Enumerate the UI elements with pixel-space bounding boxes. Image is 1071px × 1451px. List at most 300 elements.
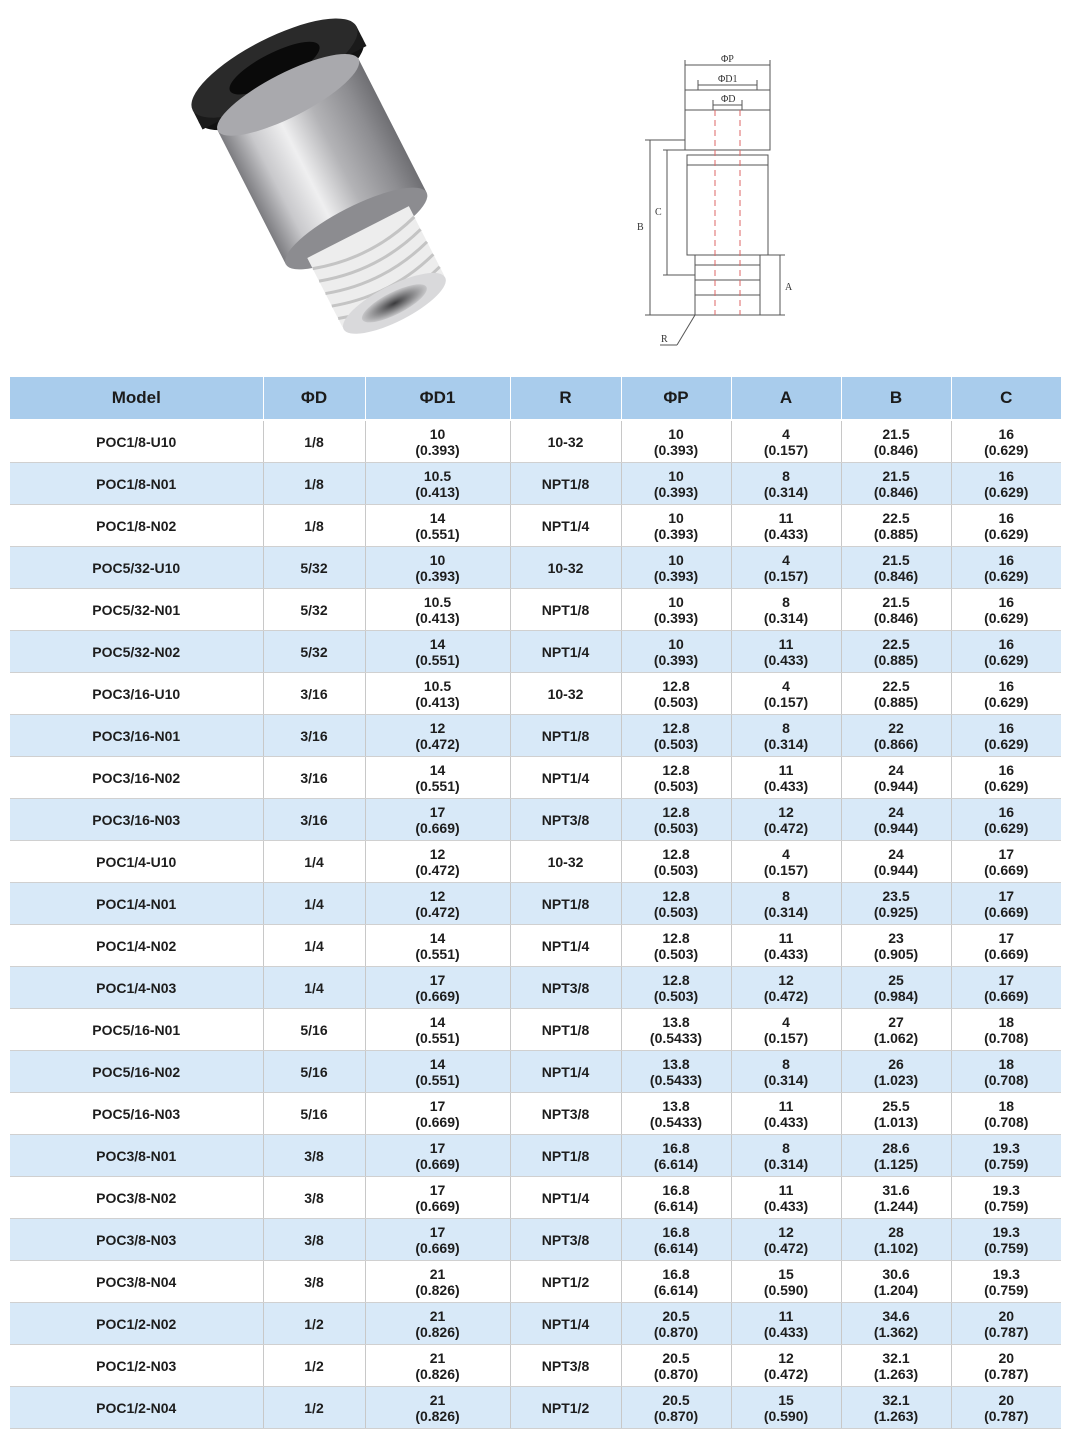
cell-b-inch: (0.885) [873,525,919,542]
cell-a-value: 15 [778,1265,794,1282]
table-body [10,420,1061,1429]
cell-r: NPT1/4 [510,1177,621,1219]
cell-phi-p-value: 12.8 [662,719,690,736]
cell-c [951,1387,1061,1429]
cell-phi-d1 [365,1135,510,1177]
table-row [10,883,1061,925]
cell-a [731,1051,841,1093]
cell-phi-p-inch: (0.393) [653,609,699,626]
cell-phi-p [621,1261,731,1303]
cell-b [841,547,951,589]
cell-phi-d1-inch: (0.551) [415,777,460,794]
cell-b-value: 27 [888,1013,904,1030]
cell-c-inch: (0.629) [984,693,1029,710]
cell-phi-d1-inch: (0.413) [415,483,460,500]
cell-a-value: 8 [782,1055,790,1072]
cell-c-inch: (0.759) [984,1281,1029,1298]
cell-phi-d: 3/16 [263,799,365,841]
cell-c [951,757,1061,799]
cell-phi-d: 1/8 [263,505,365,547]
cell-phi-d1-value: 10 [429,551,446,568]
cell-phi-d: 5/32 [263,547,365,589]
cell-b [841,1219,951,1261]
cell-a-inch: (0.472) [763,1239,809,1256]
cell-c-inch: (0.629) [984,819,1029,836]
table-row [10,1387,1061,1429]
cell-a [731,841,841,883]
cell-phi-p-value: 10 [668,635,684,652]
cell-c [951,841,1061,883]
cell-a-value: 11 [778,1181,794,1198]
cell-c-inch: (0.759) [984,1197,1029,1214]
cell-c [951,463,1061,505]
cell-a-inch: (0.157) [763,1029,809,1046]
cell-phi-d1 [365,883,510,925]
cell-phi-p [621,967,731,1009]
cell-b-inch: (0.944) [873,777,919,794]
cell-r: 10-32 [510,547,621,589]
label-a: A [785,282,793,293]
cell-phi-p-value: 13.8 [662,1055,690,1072]
cell-b-value: 21.5 [882,551,910,568]
cell-phi-d1 [365,1261,510,1303]
table-row [10,1303,1061,1345]
cell-phi-d1 [365,967,510,1009]
cell-r: NPT3/8 [510,1093,621,1135]
cell-phi-p [621,841,731,883]
cell-phi-p-inch: (0.503) [653,903,699,920]
cell-phi-p-inch: (0.870) [653,1323,699,1340]
cell-c-inch: (0.787) [984,1365,1029,1382]
cell-c-value: 16 [998,425,1015,442]
cell-phi-p-value: 12.8 [662,761,690,778]
cell-a-value: 8 [782,593,790,610]
cell-phi-d1-value: 21 [429,1265,446,1282]
cell-phi-d1-inch: (0.472) [415,861,460,878]
cell-phi-d1-inch: (0.826) [415,1323,460,1340]
cell-r: NPT1/4 [510,1051,621,1093]
cell-b [841,1345,951,1387]
cell-b [841,1093,951,1135]
cell-b-value: 24 [888,845,904,862]
cell-a-value: 11 [778,1097,794,1114]
cell-phi-d: 1/2 [263,1303,365,1345]
cell-b [841,1303,951,1345]
cell-c-inch: (0.669) [984,903,1029,920]
cell-phi-p-value: 16.8 [662,1139,690,1156]
cell-model: POC3/8-N01 [10,1135,263,1177]
cell-phi-d1-inch: (0.551) [415,945,460,962]
cell-a [731,1219,841,1261]
cell-model: POC5/32-N02 [10,631,263,673]
cell-a-inch: (0.433) [763,525,809,542]
label-phi-p: ΦP [721,54,734,65]
cell-phi-p-inch: (0.503) [653,987,699,1004]
cell-phi-d1 [365,463,510,505]
cell-c-value: 16 [998,761,1015,778]
cell-phi-p-inch: (0.5433) [649,1113,703,1130]
cell-a-value: 11 [778,1307,794,1324]
cell-phi-d1-value: 10.5 [423,677,452,694]
cell-c [951,420,1061,463]
header-phi-d: ΦD [263,377,365,420]
cell-c-value: 16 [998,593,1015,610]
cell-c-value: 16 [998,467,1015,484]
cell-b-value: 25 [888,971,904,988]
cell-phi-d1-inch: (0.669) [415,987,460,1004]
cell-a-value: 11 [778,929,794,946]
cell-b [841,1009,951,1051]
cell-b-value: 22.5 [882,509,910,526]
table-row [10,589,1061,631]
cell-phi-p [621,799,731,841]
cell-model: POC3/16-N03 [10,799,263,841]
cell-b-inch: (1.023) [873,1071,919,1088]
cell-a [731,1177,841,1219]
cell-phi-p [621,715,731,757]
cell-phi-p-inch: (0.5433) [649,1029,703,1046]
cell-b-value: 23 [888,929,904,946]
cell-b-inch: (0.925) [873,903,919,920]
cell-phi-d1-value: 12 [429,719,446,736]
cell-phi-d1-value: 14 [429,929,446,946]
table-row [10,967,1061,1009]
cell-b-value: 28.6 [882,1139,910,1156]
cell-c-inch: (0.629) [984,735,1029,752]
cell-b [841,1261,951,1303]
cell-phi-p-value: 12.8 [662,887,690,904]
table-row [10,925,1061,967]
cell-phi-d1 [365,841,510,883]
cell-phi-d1 [365,1345,510,1387]
cell-phi-d: 3/16 [263,673,365,715]
cell-model: POC1/2-N02 [10,1303,263,1345]
table-row [10,547,1061,589]
cell-r: NPT1/8 [510,715,621,757]
cell-a-inch: (0.433) [763,1113,809,1130]
cell-b-inch: (0.846) [873,483,919,500]
cell-model: POC3/16-N01 [10,715,263,757]
cell-phi-p-value: 12.8 [662,971,690,988]
cell-phi-d: 3/8 [263,1219,365,1261]
cell-c-value: 20 [998,1391,1015,1408]
cell-a [731,420,841,463]
cell-phi-d1-inch: (0.669) [415,1155,460,1172]
cell-phi-p [621,883,731,925]
cell-a-inch: (0.590) [763,1407,809,1424]
table-row [10,420,1061,463]
cell-phi-p-value: 12.8 [662,677,690,694]
cell-a-inch: (0.314) [763,735,809,752]
cell-phi-d: 3/8 [263,1135,365,1177]
cell-phi-p-value: 10 [668,509,684,526]
cell-a-inch: (0.433) [763,1197,809,1214]
cell-c [951,505,1061,547]
cell-phi-p [621,1387,731,1429]
cell-phi-p-inch: (6.614) [653,1197,699,1214]
cell-r: 10-32 [510,673,621,715]
cell-c-inch: (0.708) [984,1113,1029,1130]
cell-phi-d: 1/8 [263,420,365,463]
table-row [10,631,1061,673]
cell-c [951,1303,1061,1345]
cell-b [841,883,951,925]
cell-phi-d: 1/4 [263,925,365,967]
cell-c [951,715,1061,757]
table-row [10,1093,1061,1135]
cell-phi-p-inch: (0.870) [653,1407,699,1424]
cell-r: NPT3/8 [510,799,621,841]
cell-phi-d1-inch: (0.472) [415,735,460,752]
cell-phi-d1-inch: (0.393) [415,567,460,584]
cell-model: POC1/4-N02 [10,925,263,967]
cell-c [951,631,1061,673]
cell-phi-d1-inch: (0.669) [415,1113,460,1130]
label-r: R [661,334,668,345]
cell-phi-p [621,1177,731,1219]
cell-b-value: 25.5 [882,1097,910,1114]
table-row [10,1051,1061,1093]
cell-a-inch: (0.157) [763,567,809,584]
cell-b [841,967,951,1009]
cell-c [951,967,1061,1009]
cell-phi-d: 5/32 [263,589,365,631]
cell-b-value: 21.5 [882,593,910,610]
cell-r: NPT1/4 [510,505,621,547]
cell-b [841,925,951,967]
cell-phi-d1-value: 10.5 [423,593,452,610]
table-row [10,1261,1061,1303]
cell-r: NPT1/8 [510,463,621,505]
cell-a-value: 4 [782,1013,790,1030]
cell-model: POC5/32-U10 [10,547,263,589]
cell-phi-d1 [365,715,510,757]
cell-c [951,799,1061,841]
cell-r: NPT1/4 [510,631,621,673]
cell-phi-d1 [365,757,510,799]
cell-a-value: 12 [778,803,794,820]
table-row [10,1345,1061,1387]
cell-a [731,1303,841,1345]
cell-phi-d1-value: 17 [429,1181,446,1198]
cell-b [841,799,951,841]
cell-phi-p-value: 20.5 [662,1349,690,1366]
cell-phi-p-value: 10 [668,551,684,568]
cell-c-inch: (0.759) [984,1155,1029,1172]
cell-c-value: 18 [998,1055,1015,1072]
cell-c-inch: (0.787) [984,1407,1029,1424]
table-row [10,1135,1061,1177]
cell-phi-d1-inch: (0.551) [415,1029,460,1046]
cell-c [951,883,1061,925]
cell-c-inch: (0.669) [984,987,1029,1004]
table-row [10,673,1061,715]
cell-phi-p-value: 20.5 [662,1391,690,1408]
cell-a-inch: (0.157) [763,861,809,878]
cell-a [731,1345,841,1387]
cell-b-inch: (0.944) [873,819,919,836]
cell-phi-p [621,1093,731,1135]
cell-r: NPT1/4 [510,757,621,799]
cell-model: POC5/16-N02 [10,1051,263,1093]
cell-c-inch: (0.669) [984,861,1029,878]
cell-c-inch: (0.629) [984,483,1029,500]
cell-b [841,420,951,463]
cell-phi-p-value: 10 [668,425,684,442]
cell-a-inch: (0.433) [763,1323,809,1340]
cell-b [841,715,951,757]
cell-b-inch: (1.204) [873,1281,919,1298]
cell-model: POC5/16-N03 [10,1093,263,1135]
cell-c-value: 16 [998,635,1015,652]
cell-r: NPT1/8 [510,1135,621,1177]
cell-phi-d: 5/32 [263,631,365,673]
dimension-drawing [625,50,795,355]
cell-c-value: 20 [998,1307,1015,1324]
table-row [10,1177,1061,1219]
cell-phi-d1 [365,547,510,589]
cell-b-value: 22 [888,719,904,736]
cell-c-value: 18 [998,1013,1015,1030]
cell-a-inch: (0.157) [763,693,809,710]
cell-r: 10-32 [510,841,621,883]
cell-model: POC1/4-N03 [10,967,263,1009]
cell-phi-p [621,547,731,589]
cell-phi-d1 [365,673,510,715]
cell-phi-d1-inch: (0.826) [415,1365,460,1382]
cell-b-value: 31.6 [882,1181,910,1198]
cell-phi-d1-value: 14 [429,1055,446,1072]
cell-r: 10-32 [510,420,621,463]
cell-model: POC3/16-U10 [10,673,263,715]
cell-phi-d: 5/16 [263,1009,365,1051]
header-model: Model [10,377,263,420]
cell-phi-d1-inch: (0.826) [415,1281,460,1298]
label-phi-d1: ΦD1 [718,74,738,85]
cell-b-value: 22.5 [882,677,910,694]
cell-phi-d: 1/4 [263,841,365,883]
cell-phi-d1-inch: (0.551) [415,525,460,542]
cell-phi-d1-value: 12 [429,887,446,904]
cell-phi-d: 3/16 [263,757,365,799]
cell-a-value: 4 [782,551,790,568]
cell-model: POC3/16-N02 [10,757,263,799]
header-a: A [731,377,841,420]
cell-phi-p-value: 12.8 [662,929,690,946]
cell-c [951,1051,1061,1093]
cell-a [731,1135,841,1177]
cell-c-value: 17 [998,929,1015,946]
cell-r: NPT3/8 [510,1219,621,1261]
cell-phi-p [621,589,731,631]
cell-a-inch: (0.314) [763,1071,809,1088]
cell-a-value: 8 [782,467,790,484]
cell-a-value: 8 [782,719,790,736]
cell-b-inch: (0.866) [873,735,919,752]
cell-c-value: 16 [998,719,1015,736]
cell-model: POC3/8-N03 [10,1219,263,1261]
cell-c-value: 19.3 [992,1265,1020,1282]
cell-phi-p [621,631,731,673]
cell-c [951,1093,1061,1135]
cell-b [841,1135,951,1177]
cell-phi-p [621,420,731,463]
cell-a-value: 8 [782,1139,790,1156]
header-phi-p: ΦP [621,377,731,420]
cell-phi-d1-value: 14 [429,761,446,778]
cell-phi-p-inch: (0.393) [653,651,699,668]
cell-c [951,1219,1061,1261]
cell-a-value: 12 [778,1223,794,1240]
cell-b-inch: (0.885) [873,651,919,668]
cell-phi-d1-value: 17 [429,1097,446,1114]
cell-c-inch: (0.629) [984,651,1029,668]
cell-a-inch: (0.590) [763,1281,809,1298]
cell-phi-d: 1/8 [263,463,365,505]
cell-phi-d1-inch: (0.551) [415,651,460,668]
cell-r: NPT1/8 [510,589,621,631]
cell-r: NPT1/8 [510,883,621,925]
cell-a-inch: (0.472) [763,819,809,836]
cell-phi-d1-value: 17 [429,971,446,988]
cell-phi-p-inch: (0.503) [653,693,699,710]
cell-c-value: 19.3 [992,1139,1020,1156]
cell-a [731,1261,841,1303]
cell-c [951,1009,1061,1051]
cell-phi-p [621,673,731,715]
cell-c-inch: (0.629) [984,777,1029,794]
cell-c-inch: (0.669) [984,945,1029,962]
cell-a [731,505,841,547]
label-c: C [655,207,662,218]
cell-phi-p [621,1219,731,1261]
cell-phi-p-inch: (0.503) [653,735,699,752]
cell-phi-d1-value: 10.5 [423,467,452,484]
cell-b-inch: (0.984) [873,987,919,1004]
cell-c-inch: (0.708) [984,1029,1029,1046]
cell-model: POC5/32-N01 [10,589,263,631]
cell-r: NPT3/8 [510,967,621,1009]
cell-r: NPT1/4 [510,1303,621,1345]
cell-a-inch: (0.472) [763,987,809,1004]
cell-phi-d1-value: 17 [429,1223,446,1240]
cell-phi-d1-inch: (0.669) [415,1239,460,1256]
cell-c-value: 17 [998,887,1015,904]
cell-a-value: 11 [778,761,794,778]
cell-a [731,463,841,505]
cell-phi-p-value: 12.8 [662,803,690,820]
cell-a [731,1387,841,1429]
cell-c-value: 16 [998,803,1015,820]
cell-phi-p-value: 13.8 [662,1013,690,1030]
cell-phi-d: 1/2 [263,1387,365,1429]
cell-a-value: 11 [778,635,794,652]
cell-phi-d1 [365,420,510,463]
cell-phi-d1 [365,1093,510,1135]
cell-phi-d1 [365,1387,510,1429]
cell-c [951,1135,1061,1177]
cell-a [731,673,841,715]
cell-a-inch: (0.433) [763,777,809,794]
cell-a-value: 12 [778,971,794,988]
cell-phi-p-value: 16.8 [662,1265,690,1282]
cell-phi-d1-value: 14 [429,1013,446,1030]
cell-phi-d1 [365,589,510,631]
cell-b-value: 28 [888,1223,904,1240]
cell-r: NPT1/8 [510,1009,621,1051]
cell-phi-p [621,1051,731,1093]
cell-phi-d: 1/4 [263,967,365,1009]
